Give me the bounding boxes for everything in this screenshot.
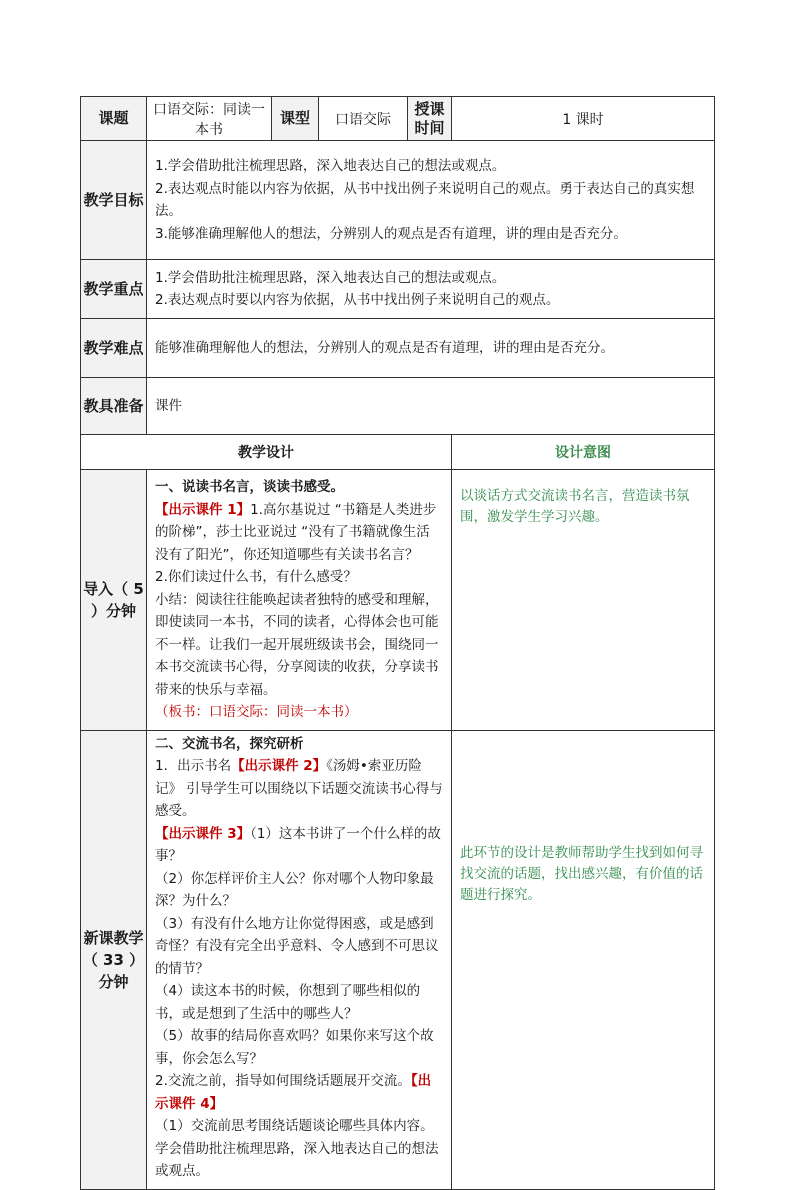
difficulty-label: 教学难点 — [81, 319, 147, 378]
design-header-row — [81, 435, 715, 470]
topic-item: （4）读这本书的时候，你想到了哪些相似的书，或是想到了生活中的哪些人？ — [155, 983, 421, 1022]
difficulty-row — [81, 319, 715, 378]
slide-marker: 【出示课件 4】 — [155, 1073, 432, 1112]
intro-content — [147, 470, 452, 731]
key-point-item: 2.表达观点时要以内容为依据，从书中找出例子来说明自己的观点。 — [155, 292, 560, 308]
topic-item: （2）你怎样评价主人公？你对哪个人物印象最深？为什么？ — [155, 870, 434, 909]
design-title: 教学设计 — [81, 435, 452, 470]
goals-content — [147, 141, 715, 260]
materials-row — [81, 378, 715, 435]
type-label: 课型 — [272, 97, 319, 141]
new-lesson-row — [81, 730, 715, 1189]
board-note: （板书：口语交际：同读一本书） — [155, 704, 358, 720]
intro-intent: 以谈话方式交流读书名言，营造读书氛围，激发学生学习兴趣。 — [452, 470, 715, 731]
intro-stage: 导入（ 5 ）分钟 — [81, 470, 147, 731]
new-lesson-intent: 此环节的设计是教师帮助学生找到如何寻找交流的话题，找出感兴趣，有价值的话题进行探究。 — [452, 730, 715, 1189]
topic-label: 课题 — [81, 97, 147, 141]
time-label: 授课时间 — [408, 97, 452, 141]
slide-marker: 【出示课件 2】 — [231, 758, 327, 774]
topic-value: 口语交际：同读一本书 — [147, 97, 272, 141]
topic-item: （5）故事的结局你喜欢吗？如果你来写这个故事，你会怎么写？ — [155, 1028, 434, 1067]
new-lesson-topics: 【出示课件 3】（1）这本书讲了一个什么样的故事？ — [155, 825, 441, 864]
intro-summary: 小结：阅读往往能唤起读者独特的感受和理解，即使读同一本书，不同的读者，心得体会也可能不一样。让我们一起开展班级读书会，围绕同一本书交流读书心得，分享阅读的收获，分享读书带来的快乐与幸福。 — [155, 591, 439, 698]
goal-item: 1.学会借助批注梳理思路，深入地表达自己的想法或观点。 — [155, 158, 506, 174]
goal-item: 3.能够准确理解他人的想法，分辨别人的观点是否有道理，讲的理由是否充分。 — [155, 225, 627, 242]
goals-row — [81, 141, 715, 260]
section-heading: 一、说读书名言，谈读书感受。 — [155, 479, 344, 495]
intro-q1: 【出示课件 1】1.高尔基说过 “书籍是人类进步的阶梯”，莎士比亚说过 “没有了书籍就像生活没有了阳光”，你还知道哪些有关读书名言？ — [155, 501, 437, 563]
slide-marker: 【出示课件 3】 — [155, 825, 251, 842]
goal-item: 2.表达观点时能以内容为依据，从书中找出例子来说明自己的观点。勇于表达自己的真实想法。 — [155, 180, 695, 219]
goals-label: 教学目标 — [81, 141, 147, 260]
materials-label: 教具准备 — [81, 378, 147, 435]
intro-q2: 2.你们读过什么书，有什么感受？ — [155, 569, 357, 585]
new-lesson-l1: 1．出示书名【出示课件 2】《汤姆•索亚历险记》 引导学生可以围绕以下话题交流读书心得与感受。 — [155, 758, 443, 819]
key-points-label: 教学重点 — [81, 260, 147, 319]
intent-title: 设计意图 — [452, 435, 715, 470]
materials-text: 课件 — [147, 378, 715, 435]
lesson-plan-table — [80, 96, 715, 1190]
key-point-item: 1.学会借助批注梳理思路，深入地表达自己的想法或观点。 — [155, 269, 506, 286]
type-value: 口语交际 — [319, 97, 408, 141]
new-lesson-l2: 2.交流之前，指导如何围绕话题展开交流。【出示课件 4】 — [155, 1073, 432, 1112]
header-row — [81, 97, 715, 141]
new-lesson-content — [147, 730, 452, 1189]
key-points-row — [81, 260, 715, 319]
new-lesson-l3: （1）交流前思考围绕话题谈论哪些具体内容。学会借助批注梳理思路，深入地表达自己的想法或观点。 — [155, 1118, 439, 1179]
difficulty-text: 能够准确理解他人的想法，分辨别人的观点是否有道理，讲的理由是否充分。 — [147, 319, 715, 378]
new-lesson-stage: 新课教学（ 33 ）分钟 — [81, 730, 147, 1189]
slide-marker: 【出示课件 1】 — [155, 501, 251, 518]
time-value: 1 课时 — [452, 97, 715, 141]
topic-item: （3）有没有什么地方让你觉得困惑，或是感到奇怪？有没有完全出乎意料、令人感到不可思议的情节？ — [155, 915, 439, 977]
lesson-plan — [80, 96, 714, 1190]
intro-row — [81, 470, 715, 731]
key-points-content — [147, 260, 715, 319]
section-heading: 二、交流书名，探究研析 — [155, 735, 304, 752]
